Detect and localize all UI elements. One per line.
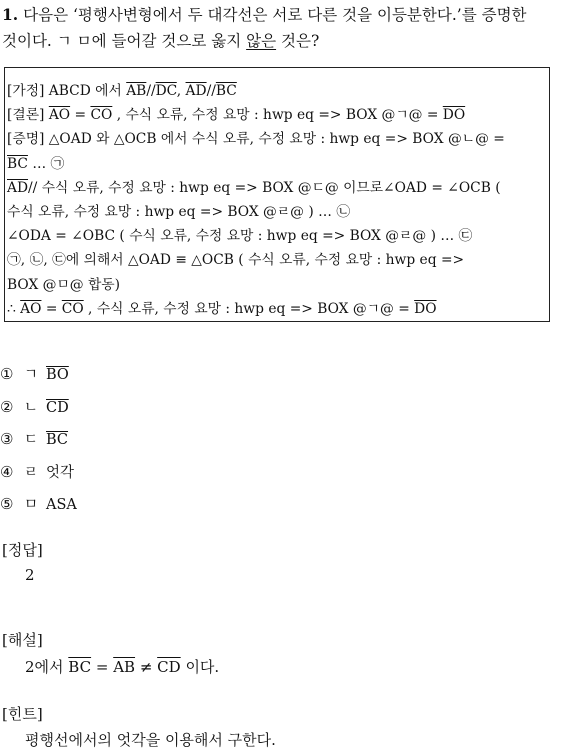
conclusion-label: [결론] <box>7 107 49 124</box>
choice-number: ④ <box>0 462 14 481</box>
segment-co: $\overline{CO}$ <box>90 107 113 124</box>
segment-ad: $\overline{AD}$ <box>185 83 207 99</box>
segment-bc: $\overline{BC}$ <box>215 83 237 99</box>
choice-list <box>0 360 77 523</box>
equals-sign: = <box>91 658 114 676</box>
parallel-symbol: // <box>146 83 156 99</box>
choice-number: ② <box>0 397 14 416</box>
equals-sign: = <box>41 300 62 317</box>
separator: , <box>176 83 186 99</box>
question-line2-a: 것이다. ㄱ ㅁ에 들어갈 것으로 옳지 <box>2 32 247 50</box>
choice-tag: ㄹ <box>24 464 39 481</box>
choice-tag: ㄴ <box>24 399 39 416</box>
choice-tag: ㅁ <box>24 497 39 513</box>
segment-do: $\overline{DO}$ <box>442 107 466 124</box>
proof-line-therefore <box>7 297 543 321</box>
proof-line-assumption <box>7 79 543 103</box>
hint-text: 평행선에서의 엇각을 이용해서 구한다. <box>25 731 276 749</box>
question-text <box>2 2 567 54</box>
answer-label: [정답] <box>2 541 43 559</box>
question-line1: 다음은 ‘평행사변형에서 두 대각선은 서로 다른 것을 이등분한다.’를 증명한 <box>23 6 527 24</box>
equals-sign: = <box>70 107 91 124</box>
explanation-pre: 2에서 <box>25 658 69 676</box>
proof-line-7: ∠ODA = ∠OBC ( 수식 오류, 수정 요망 : hwp eq => BOX @ㄹ@ ) … ㉢ <box>7 228 473 245</box>
proof-line-conclusion <box>7 103 543 127</box>
question-underline: 않은 <box>246 32 277 50</box>
parallel-symbol: // <box>206 83 216 99</box>
proof-line-8: ㉠, ㉡, ㉢에 의해서 △OAD ≡ △OCB ( 수식 오류, 수정 요망 : hwp eq => <box>7 252 465 269</box>
choice-2[interactable] <box>0 393 77 426</box>
segment-cd: $\overline{CD}$ <box>157 658 181 676</box>
question-number: 1. <box>2 5 19 24</box>
choice-number: ① <box>0 365 14 383</box>
proof-line-6: 수식 오류, 수정 요망 : hwp eq => BOX @ㄹ@ ) … ㉡ <box>7 204 351 221</box>
assumption-label: [가정] ABCD 에서 <box>7 83 127 99</box>
choice-tag: ㄱ <box>24 367 39 383</box>
segment-ab: $\overline{AB}$ <box>113 658 136 676</box>
segment-ao: $\overline{AO}$ <box>20 300 42 317</box>
choice-5[interactable] <box>0 490 77 523</box>
choice-3[interactable] <box>0 425 77 458</box>
segment-do: $\overline{DO}$ <box>414 300 437 317</box>
choice-text: $\overline{BO}$ <box>46 367 69 383</box>
segment-ab: $\overline{AB}$ <box>126 83 147 99</box>
proof-line-4 <box>7 152 543 176</box>
choice-1[interactable] <box>0 360 77 393</box>
choice-text: $\overline{BC}$ <box>46 432 69 448</box>
proof-line-3: [증명] △OAD 와 △OCB 에서 수식 오류, 수정 요망 : hwp eq => BOX @ㄴ@ = <box>7 131 505 148</box>
choice-number: ⑤ <box>0 495 14 513</box>
choice-text: 엇각 <box>46 464 75 481</box>
explanation-text <box>25 656 219 677</box>
choice-text: ASA <box>46 497 77 513</box>
not-equal-sign: ≠ <box>135 658 158 676</box>
proof-line-5 <box>7 176 543 200</box>
proof-box <box>4 67 550 322</box>
choice-text: $\overline{CD}$ <box>46 399 69 416</box>
segment-dc: $\overline{DC}$ <box>155 83 177 99</box>
explanation-label: [해설] <box>2 631 43 649</box>
proof-ref-1: … ㉠ <box>27 155 65 172</box>
segment-bc: $\overline{BC}$ <box>68 658 92 676</box>
choice-number: ③ <box>0 430 14 448</box>
equation-error-text: , 수식 오류, 수정 요망 : hwp eq => BOX @ㄱ@ = <box>83 300 415 317</box>
segment-ad: $\overline{AD}$ <box>7 179 29 196</box>
choice-tag: ㄷ <box>24 432 39 448</box>
equation-error-text: , 수식 오류, 수정 요망 : hwp eq => BOX @ㄱ@ = <box>112 107 443 124</box>
explanation-post: 이다. <box>180 658 220 676</box>
answer-value: 2 <box>25 566 35 584</box>
segment-ao: $\overline{AO}$ <box>48 107 71 124</box>
proof-line-9: BOX @ㅁ@ 합동) <box>7 276 121 293</box>
therefore-symbol: ∴ <box>7 300 21 317</box>
question-line2-b: 것은? <box>276 32 320 50</box>
hint-label: [힌트] <box>2 705 43 723</box>
proof-line-5-text: // 수식 오류, 수정 요망 : hwp eq => BOX @ㄷ@ 이므로∠OAD = ∠OCB ( <box>28 179 501 196</box>
segment-bc: $\overline{BC}$ <box>7 155 28 172</box>
choice-4[interactable] <box>0 458 77 491</box>
segment-co: $\overline{CO}$ <box>61 300 84 317</box>
